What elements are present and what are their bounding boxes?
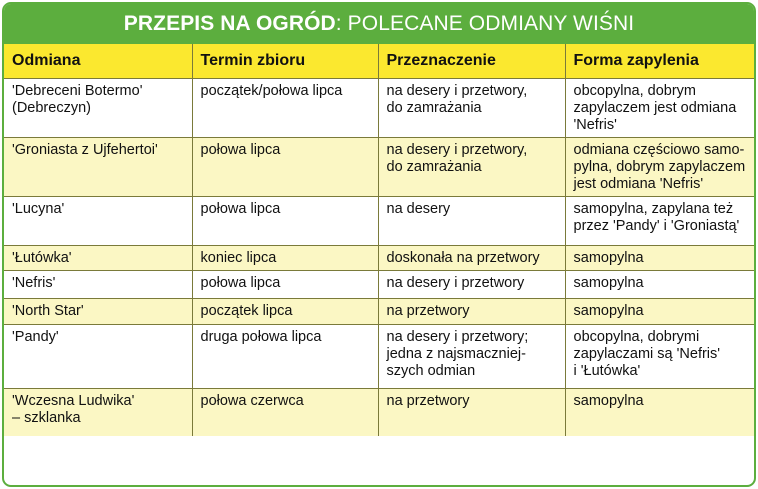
cell-forma xyxy=(565,138,754,197)
cell-termin xyxy=(192,138,378,197)
cell-line: 'Lucyna' xyxy=(12,201,65,217)
cell-line: na desery xyxy=(386,201,451,217)
cell-line: (Debreczyn) xyxy=(12,100,91,116)
cell-line: 'Wczesna Ludwika' xyxy=(12,393,135,409)
title-rest: : POLECANE ODMIANY WIŚNI xyxy=(335,12,635,35)
cell-przeznaczenie xyxy=(378,138,565,197)
cell-przeznaczenie xyxy=(378,271,565,299)
cell-line: zapylaczami są 'Nefris' xyxy=(573,346,721,362)
cell-odmiana xyxy=(4,389,192,436)
cell-line: samopylna xyxy=(573,275,644,291)
cell-line: szych odmian xyxy=(386,363,476,379)
cell-termin xyxy=(192,299,378,325)
cell-termin xyxy=(192,325,378,389)
cell-line: samopylna xyxy=(573,393,644,409)
cell-odmiana xyxy=(4,246,192,271)
recipe-table-card xyxy=(2,2,756,487)
cell-przeznaczenie xyxy=(378,246,565,271)
cell-line: na desery i przetwory; xyxy=(386,329,529,345)
header-odmiana: Odmiana xyxy=(4,44,192,79)
cell-przeznaczenie xyxy=(378,325,565,389)
cell-odmiana xyxy=(4,299,192,325)
cell-line: 'Łutówka' xyxy=(12,250,72,266)
cell-line: do zamrażania xyxy=(386,159,482,175)
cell-line: zapylaczem jest odmiana xyxy=(573,100,737,116)
cell-forma xyxy=(565,246,754,271)
table-row xyxy=(4,79,754,138)
header-przeznaczenie: Przeznaczenie xyxy=(378,44,565,79)
cell-line: jest odmiana 'Nefris' xyxy=(573,176,704,192)
table-title xyxy=(4,4,754,44)
cell-line: połowa czerwca xyxy=(200,393,304,409)
table-row xyxy=(4,299,754,325)
cell-odmiana xyxy=(4,79,192,138)
cell-line: samopylna, zapylana też xyxy=(573,201,734,217)
table-row xyxy=(4,138,754,197)
cell-przeznaczenie xyxy=(378,389,565,436)
cell-forma xyxy=(565,197,754,246)
header-row xyxy=(4,44,754,79)
table-row xyxy=(4,325,754,389)
header-termin: Termin zbioru xyxy=(192,44,378,79)
cell-line: połowa lipca xyxy=(200,142,281,158)
cell-line: do zamrażania xyxy=(386,100,482,116)
cell-line: obcopylna, dobrymi xyxy=(573,329,700,345)
cell-line: przez 'Pandy' i 'Groniastą' xyxy=(573,218,740,234)
cell-line: obcopylna, dobrym xyxy=(573,83,697,99)
header-forma: Forma zapylenia xyxy=(565,44,754,79)
cell-line: na przetwory xyxy=(386,393,470,409)
cell-line: 'North Star' xyxy=(12,303,84,319)
cell-termin xyxy=(192,197,378,246)
cell-line: na przetwory xyxy=(386,303,470,319)
title-bold: PRZEPIS NA OGRÓD xyxy=(123,12,336,35)
cell-line: druga połowa lipca xyxy=(200,329,322,345)
cell-line: i 'Łutówka' xyxy=(573,363,641,379)
cell-line: na desery i przetwory, xyxy=(386,142,528,158)
cell-line: – szklanka xyxy=(12,410,81,426)
cell-line: pylna, dobrym zapylaczem xyxy=(573,159,746,175)
cell-termin xyxy=(192,246,378,271)
cell-forma xyxy=(565,79,754,138)
cell-forma xyxy=(565,271,754,299)
cell-line: samopylna xyxy=(573,250,644,266)
cell-line: połowa lipca xyxy=(200,275,281,291)
table-body xyxy=(4,79,754,436)
cell-line: doskonała na przetwory xyxy=(386,250,540,266)
cell-odmiana xyxy=(4,138,192,197)
cell-line: połowa lipca xyxy=(200,201,281,217)
cell-line: początek/połowa lipca xyxy=(200,83,343,99)
cell-line: jedna z najsmaczniej- xyxy=(386,346,526,362)
cell-line: na desery i przetwory, xyxy=(386,83,528,99)
cell-forma xyxy=(565,299,754,325)
cell-forma xyxy=(565,325,754,389)
cell-forma xyxy=(565,389,754,436)
cell-line: 'Nefris' xyxy=(12,275,56,291)
table-row xyxy=(4,246,754,271)
cell-przeznaczenie xyxy=(378,197,565,246)
table-row xyxy=(4,389,754,436)
cell-line: 'Groniasta z Ujfehertoi' xyxy=(12,142,158,158)
cell-termin xyxy=(192,79,378,138)
cell-line: 'Pandy' xyxy=(12,329,59,345)
cell-odmiana xyxy=(4,325,192,389)
cell-line: 'Debreceni Botermo' xyxy=(12,83,143,99)
table-row xyxy=(4,271,754,299)
cherry-varieties-table xyxy=(4,44,754,436)
cell-odmiana xyxy=(4,271,192,299)
cell-termin xyxy=(192,389,378,436)
table-row xyxy=(4,197,754,246)
cell-odmiana xyxy=(4,197,192,246)
cell-line: odmiana częściowo samo- xyxy=(573,142,745,158)
cell-line: na desery i przetwory xyxy=(386,275,525,291)
cell-line: samopylna xyxy=(573,303,644,319)
cell-przeznaczenie xyxy=(378,299,565,325)
cell-line: koniec lipca xyxy=(200,250,277,266)
cell-line: 'Nefris' xyxy=(573,117,617,133)
cell-przeznaczenie xyxy=(378,79,565,138)
cell-line: początek lipca xyxy=(200,303,293,319)
cell-termin xyxy=(192,271,378,299)
